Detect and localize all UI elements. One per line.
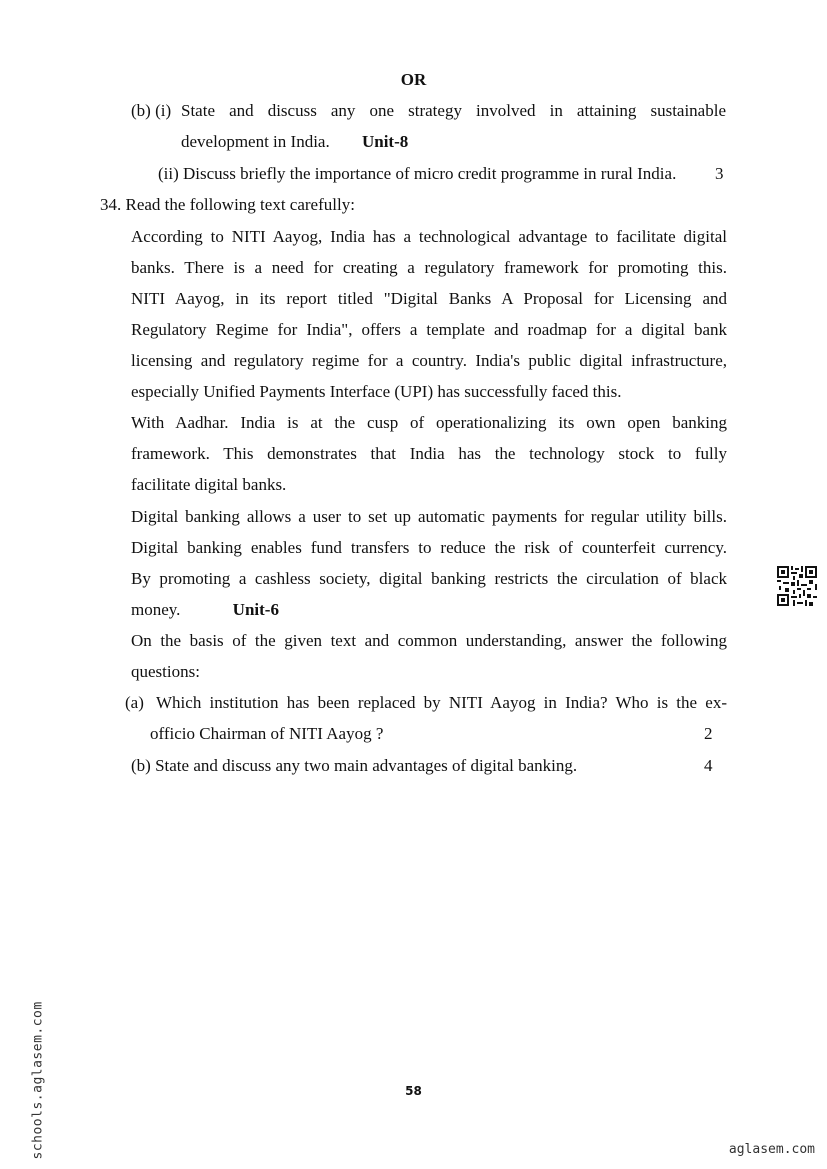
- passage-line-9: facilitate digital banks.: [131, 475, 287, 494]
- question-b-label: (b) (i): [131, 101, 172, 120]
- question-b-i-line2: [181, 131, 408, 153]
- passage-line-13-text: money.: [131, 600, 181, 619]
- instruction-line-2: questions:: [131, 662, 200, 681]
- instruction-line-1: On the basis of the given text and common understanding, answer the following: [131, 631, 727, 650]
- passage-line-11: Digital banking enables fund transfers to reduce the risk of counterfeit currency.: [131, 538, 727, 557]
- subquestion-a-line2: officio Chairman of NITI Aayog ?: [150, 724, 384, 743]
- passage-line-3: NITI Aayog, in its report titled "Digital Banks A Proposal for Licensing and: [131, 289, 727, 308]
- passage-line-6: especially Unified Payments Interface (UPI) has successfully faced this.: [131, 382, 622, 401]
- passage-line-7: With Aadhar. India is at the cusp of operationalizing its own open banking: [131, 413, 727, 432]
- passage-line-10: Digital banking allows a user to set up automatic payments for regular utility bills.: [131, 507, 727, 526]
- page-number: 58: [405, 1084, 422, 1098]
- passage-line-2: banks. There is a need for creating a regulatory framework for promoting this.: [131, 258, 727, 277]
- qr-code-icon: [777, 566, 817, 606]
- question-b-ii-marks: 3: [715, 164, 724, 183]
- question-b-i-text: development in India.: [181, 132, 330, 151]
- bottom-watermark: aglasem.com: [728, 1142, 815, 1157]
- question-34-heading: 34. Read the following text carefully:: [100, 195, 355, 214]
- side-watermark: schools.aglasem.com: [30, 1001, 46, 1160]
- or-heading: OR: [400, 70, 427, 89]
- subquestion-a-label: (a): [125, 693, 144, 712]
- passage-line-12: By promoting a cashless society, digital banking restricts the circulation of black: [131, 569, 727, 588]
- subquestion-a-marks: 2: [704, 724, 713, 743]
- subquestion-b-text: (b) State and discuss any two main advantages of digital banking.: [131, 756, 578, 775]
- passage-line-8: framework. This demonstrates that India has the technology stock to fully: [131, 444, 727, 463]
- unit-6-tag: Unit-6: [232, 600, 279, 619]
- passage-line-5: licensing and regulatory regime for a country. India's public digital infrastructure,: [131, 351, 727, 370]
- subquestion-a-line1: Which institution has been replaced by NITI Aayog in India? Who is the ex-: [156, 693, 727, 712]
- question-b-ii: (ii) Discuss briefly the importance of micro credit programme in rural India.: [158, 164, 677, 183]
- question-b-i-line1: State and discuss any one strategy involved in attaining sustainable: [181, 101, 726, 120]
- passage-line-4: Regulatory Regime for India", offers a template and roadmap for a digital bank: [131, 320, 727, 339]
- subquestion-b-marks: 4: [704, 756, 713, 775]
- unit-8-tag: Unit-8: [361, 132, 409, 151]
- passage-line-1: According to NITI Aayog, India has a technological advantage to facilitate digital: [131, 227, 727, 246]
- passage-line-13: [131, 599, 279, 621]
